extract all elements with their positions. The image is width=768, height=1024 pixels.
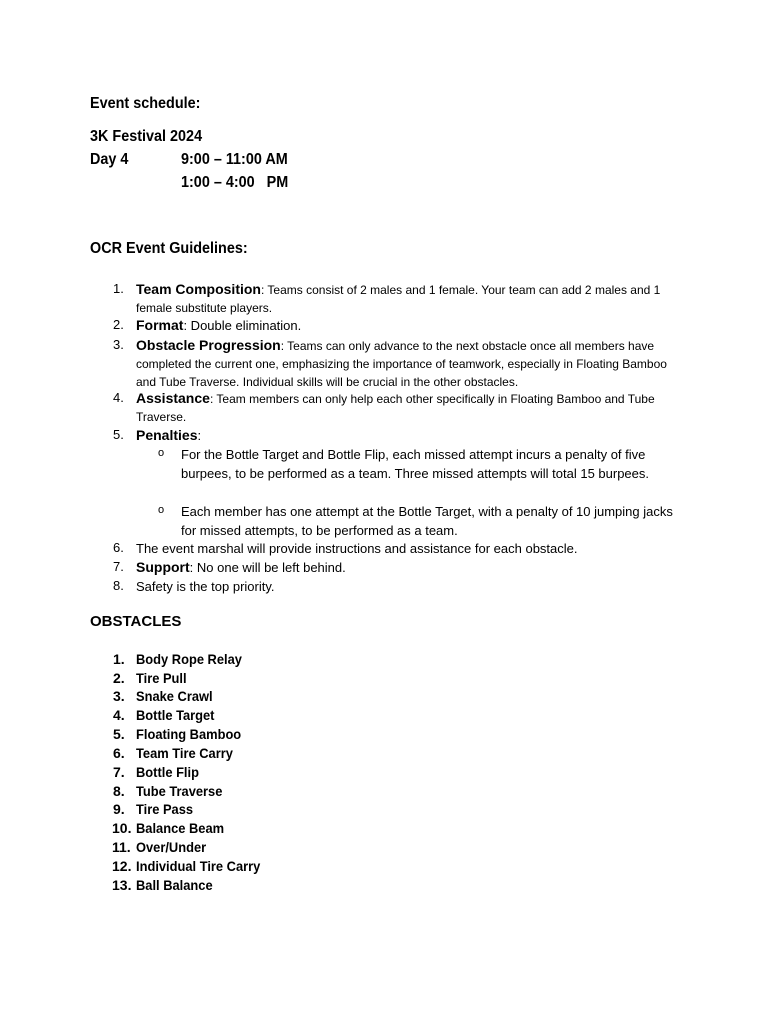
obstacle-name: Tire Pull (136, 670, 187, 686)
obstacle-number: 13. (112, 877, 132, 893)
penalty-rule: For the Bottle Target and Bottle Flip, each missed attempt incurs a penalty of five burpees, to be performed as a team. Three missed attempts will total 15 burpees. (181, 447, 649, 481)
guideline-text: : Teams consist of 2 males and 1 female. Your team can add 2 males and 1 female substitute players. (136, 283, 661, 315)
obstacle-name: Individual Tire Carry (136, 858, 261, 874)
guideline-label: Penalties (136, 427, 198, 443)
penalty-rule: Each member has one attempt at the Bottle Target, with a penalty of 10 jumping jacks for missed attempts, to be performed as a team. (181, 504, 673, 538)
guideline-number: 7. (113, 559, 124, 574)
guideline-text: : Team members can only help each other specifically in Floating Bamboo and Tube Traverse. (136, 392, 655, 424)
obstacle-number: 12. (112, 858, 132, 874)
obstacle-name: Body Rope Relay (136, 651, 242, 667)
festival-title: 3K Festival 2024 (90, 128, 203, 145)
obstacle-number: 7. (113, 764, 125, 780)
guideline-text: : Double elimination. (183, 318, 302, 333)
obstacle-number: 4. (113, 707, 125, 723)
guideline-number: 3. (113, 337, 124, 352)
guideline-text: : No one will be left behind. (189, 560, 346, 575)
obstacle-number: 8. (113, 783, 125, 799)
guideline-label: Support (136, 559, 190, 575)
guideline-text: : (197, 428, 202, 443)
guideline-number: 5. (113, 427, 124, 442)
obstacle-name: Floating Bamboo (136, 726, 242, 742)
obstacle-number: 5. (113, 726, 125, 742)
sub-bullet-marker: o (158, 447, 165, 459)
obstacle-name: Tire Pass (136, 801, 194, 817)
obstacle-number: 6. (113, 745, 125, 761)
obstacle-number: 9. (113, 801, 125, 817)
guideline-number: 6. (113, 540, 124, 555)
guideline-number: 1. (113, 281, 124, 296)
guideline-number: 8. (113, 578, 124, 593)
obstacle-name: Ball Balance (136, 877, 213, 893)
obstacle-name: Bottle Flip (136, 764, 199, 780)
sub-bullet-marker: o (158, 504, 165, 516)
obstacle-number: 1. (113, 651, 125, 667)
obstacle-number: 11. (112, 839, 131, 855)
schedule-heading: Event schedule: (90, 95, 201, 112)
guideline-text: : Teams can only advance to the next obstacle once all members have completed the current one, emphasizing the importance of teamwork, especially in Floating Bamboo and Tube Traverse. Individual skills will be crucial in the other obstacles. (136, 339, 667, 389)
obstacle-name: Team Tire Carry (136, 745, 233, 761)
obstacle-name: Balance Beam (136, 820, 225, 836)
guideline-label: Team Composition (136, 281, 261, 297)
guideline-label: Obstacle Progression (136, 337, 281, 353)
obstacle-name: Tube Traverse (136, 783, 223, 799)
obstacle-name: Bottle Target (136, 707, 215, 723)
guideline-text: Safety is the top priority. (136, 579, 275, 594)
schedule-time-afternoon: 1:00 – 4:00 PM (181, 174, 289, 191)
guidelines-heading: OCR Event Guidelines: (90, 240, 248, 257)
obstacle-number: 3. (113, 688, 125, 704)
schedule-time-morning: 9:00 – 11:00 AM (181, 151, 288, 168)
obstacle-number: 10. (112, 820, 132, 836)
guideline-label: Format (136, 317, 184, 333)
obstacle-name: Over/Under (136, 839, 207, 855)
guideline-text: The event marshal will provide instructions and assistance for each obstacle. (136, 541, 578, 556)
guideline-label: Assistance (136, 390, 210, 406)
guideline-number: 4. (113, 390, 124, 405)
obstacle-number: 2. (113, 670, 125, 686)
obstacle-name: Snake Crawl (136, 688, 213, 704)
guideline-number: 2. (113, 317, 124, 332)
obstacles-heading: OBSTACLES (90, 613, 182, 630)
schedule-day: Day 4 (90, 151, 129, 168)
